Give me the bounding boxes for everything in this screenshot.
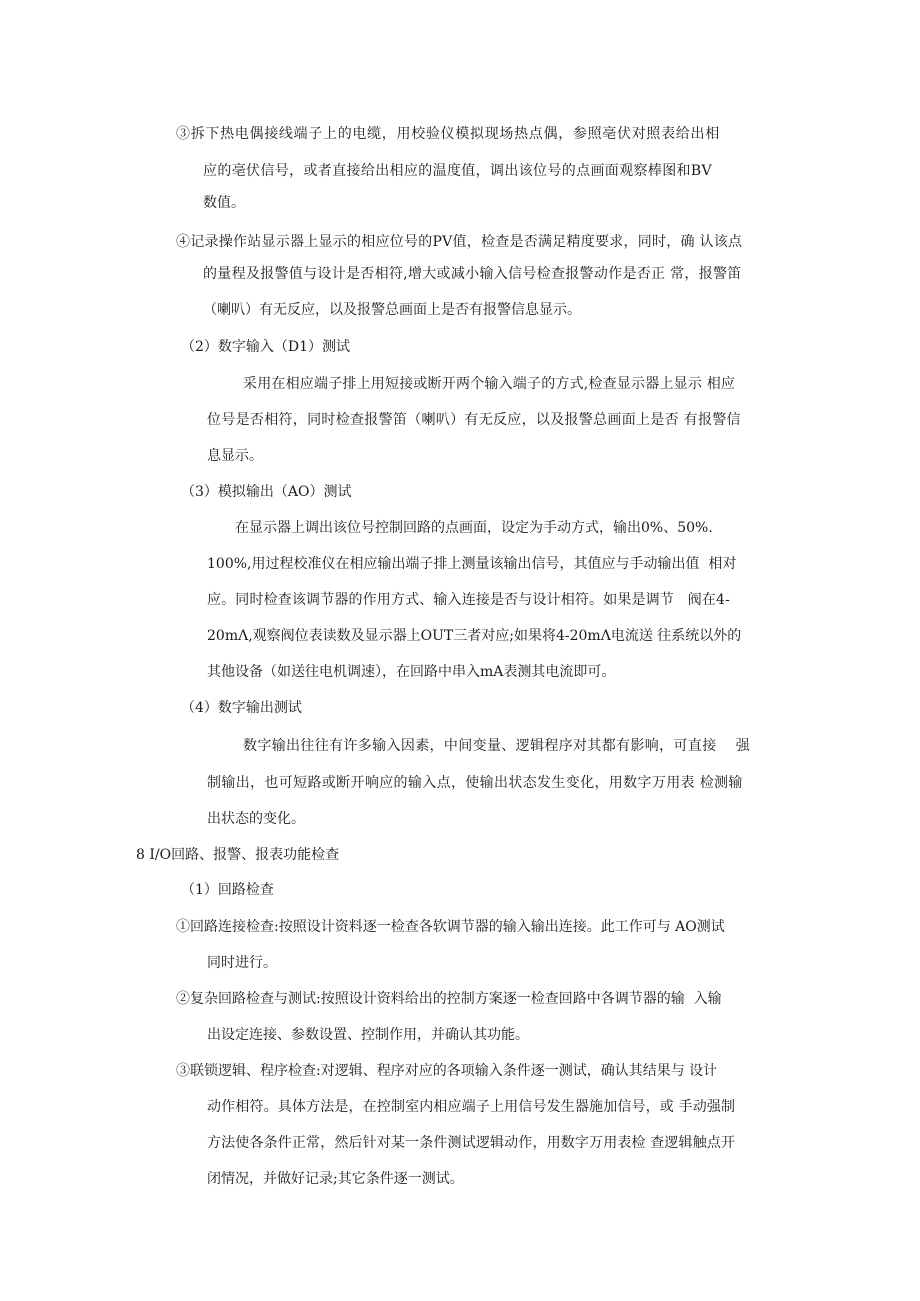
text-line: 应。同时检查该调节器的作用方式、输入连接是否与设计相符。如果是调节 阀在4- bbox=[207, 592, 730, 608]
text-line: 闭情况，并做好记录;其它条件逐一测试。 bbox=[207, 1171, 464, 1187]
text-line: 息显示。 bbox=[207, 448, 263, 464]
text-line: 位号是否相符，同时检查报警笛（喇叭）有无反应，以及报警总画面上是否 有报警信 bbox=[207, 412, 741, 428]
text-line: 数字输出往往有许多输入因素，中间变量、逻辑程序对其都有影响，可直接 强 bbox=[243, 738, 751, 754]
text-line: ②复杂回路检查与测试:按照设计资料给出的控制方案逐一检查回路中各调节器的输 入输 bbox=[176, 991, 722, 1007]
text-line: 动作相符。具体方法是，在控制室内相应端子上用信号发生器施加信号，或 手动强制 bbox=[207, 1099, 736, 1115]
text-line: ①回路连接检查:按照设计资料逐一检查各软调节器的输入输出连接。此工作可与 AO测试 bbox=[176, 919, 725, 935]
text-line: 采用在相应端子排上用短接或断开两个输入端子的方式,检查显示器上显示 相应 bbox=[243, 376, 736, 392]
text-line: 出状态的变化。 bbox=[207, 811, 305, 827]
text-line: 同时进行。 bbox=[207, 955, 277, 971]
text-line: 100%,用过程校准仪在相应输出端子排上测量该输出信号，其值应与手动输出值 相对 bbox=[207, 556, 737, 572]
text-line: 出设定连接、参数设置、控制作用，并确认其功能。 bbox=[207, 1027, 529, 1043]
section-title: 8 I/O回路、报警、报表功能检查 bbox=[136, 847, 340, 863]
text-line: ③联锁逻辑、程序检查:对逻辑、程序对应的各项输入条件逐一测试，确认其结果与 设计 bbox=[176, 1063, 718, 1079]
text-line: 的量程及报警值与设计是否相符,增大或减小输入信号检查报警动作是否正 常，报警笛 bbox=[203, 266, 742, 282]
text-line: 方法使各条件正常，然后针对某一条件测试逻辑动作，用数字万用表检 查逻辑触点开 bbox=[207, 1135, 736, 1151]
text-line: ④记录操作站显示器上显示的相应位号的PV值，检查是否满足精度要求，同时，确 认该点 bbox=[176, 234, 743, 250]
text-line: 其他设备（如送往电机调速），在回路中串入mA表测其电流即可。 bbox=[207, 664, 616, 680]
text-line: （喇叭）有无反应，以及报警总画面上是否有报警信息显示。 bbox=[203, 302, 581, 318]
text-line: 20mΛ,观察阀位表读数及显示器上OUT三者对应;如果将4-20mΛ电流送 往系统以外的 bbox=[207, 628, 742, 644]
text-line: 数值。 bbox=[203, 195, 245, 211]
text-line: 在显示器上调出该位号控制回路的点画面，设定为手动方式，输出0%、50%. bbox=[235, 520, 713, 536]
text-line: 制输出，也可短路或断开响应的输入点，使输出状态发生变化，用数字万用表 检测输 bbox=[207, 775, 743, 791]
section-heading: （2）数字输入（D1）测试 bbox=[181, 339, 351, 355]
section-heading: （1）回路检查 bbox=[181, 882, 274, 898]
section-heading: （4）数字输出测试 bbox=[181, 700, 302, 716]
text-line: 应的亳伏信号，或者直接给出相应的温度值，调出该位号的点画面观察棒图和BV bbox=[203, 163, 712, 179]
text-line: ③拆下热电偶接线端子上的电缆，用校验仪模拟现场热点偶，参照亳伏对照表给出相 bbox=[176, 126, 720, 142]
section-heading: （3）模拟输出（AO）测试 bbox=[181, 484, 352, 500]
